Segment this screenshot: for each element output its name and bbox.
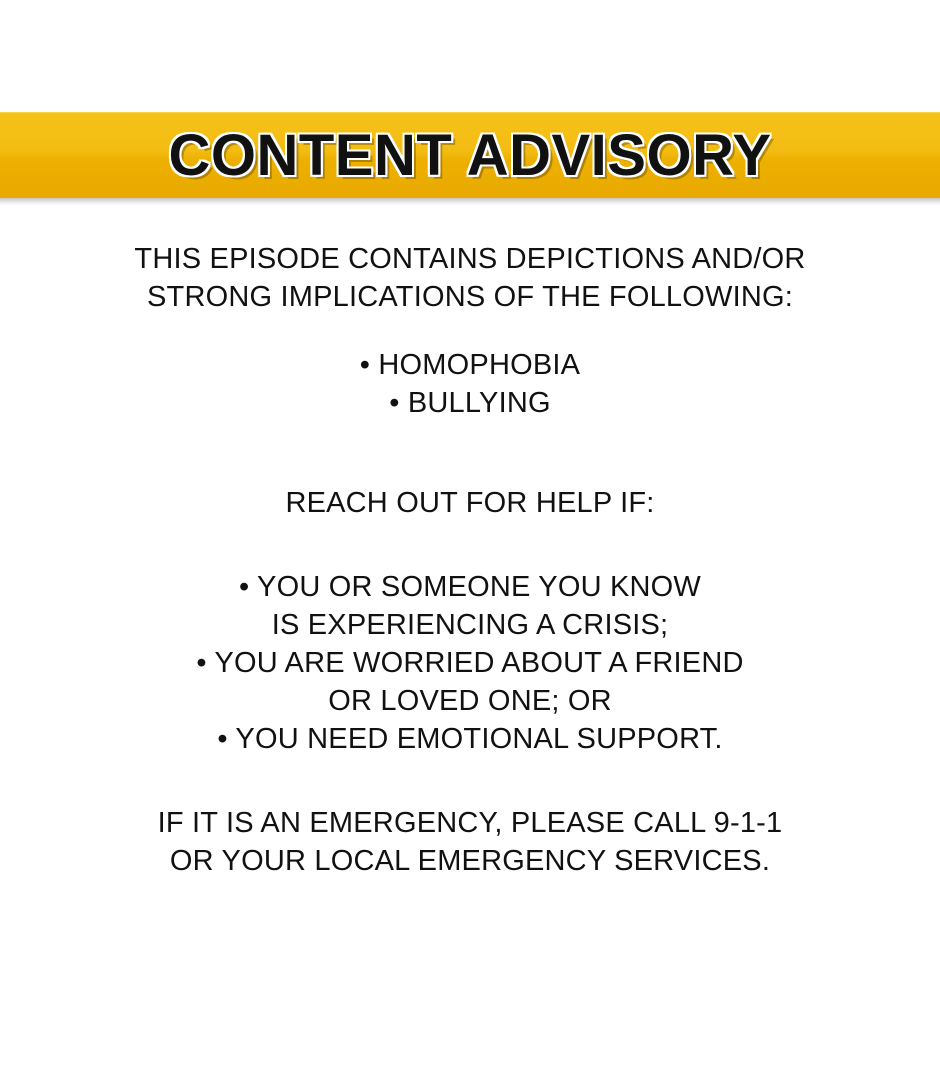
intro-line: STRONG IMPLICATIONS OF THE FOLLOWING: xyxy=(147,281,793,313)
spacer xyxy=(0,422,940,484)
list-item: • BULLYING xyxy=(389,387,551,419)
help-heading: REACH OUT FOR HELP IF: xyxy=(285,487,655,519)
list-item: • YOU OR SOMEONE YOU KNOW xyxy=(238,571,702,603)
spacer xyxy=(0,316,940,346)
topic-list xyxy=(0,346,940,422)
list-item: • YOU ARE WORRIED ABOUT A FRIEND xyxy=(196,647,744,679)
advisory-banner xyxy=(0,112,940,198)
page-title: CONTENT ADVISORY xyxy=(168,122,772,188)
emergency-paragraph xyxy=(0,804,940,880)
spacer xyxy=(0,522,940,568)
emergency-line: IF IT IS AN EMERGENCY, PLEASE CALL 9-1-1 xyxy=(157,807,783,839)
help-reason-list xyxy=(0,568,940,758)
list-item: OR LOVED ONE; OR xyxy=(328,685,612,717)
emergency-line: OR YOUR LOCAL EMERGENCY SERVICES. xyxy=(169,845,771,877)
banner-drop-shadow xyxy=(0,198,940,205)
help-heading-block xyxy=(0,484,940,522)
spacer xyxy=(0,758,940,804)
list-item: • HOMOPHOBIA xyxy=(359,349,581,381)
advisory-body xyxy=(0,240,940,880)
intro-paragraph xyxy=(0,240,940,316)
list-item: IS EXPERIENCING A CRISIS; xyxy=(271,609,669,641)
list-item: • YOU NEED EMOTIONAL SUPPORT. xyxy=(217,723,723,755)
intro-line: THIS EPISODE CONTAINS DEPICTIONS AND/OR xyxy=(134,243,806,275)
